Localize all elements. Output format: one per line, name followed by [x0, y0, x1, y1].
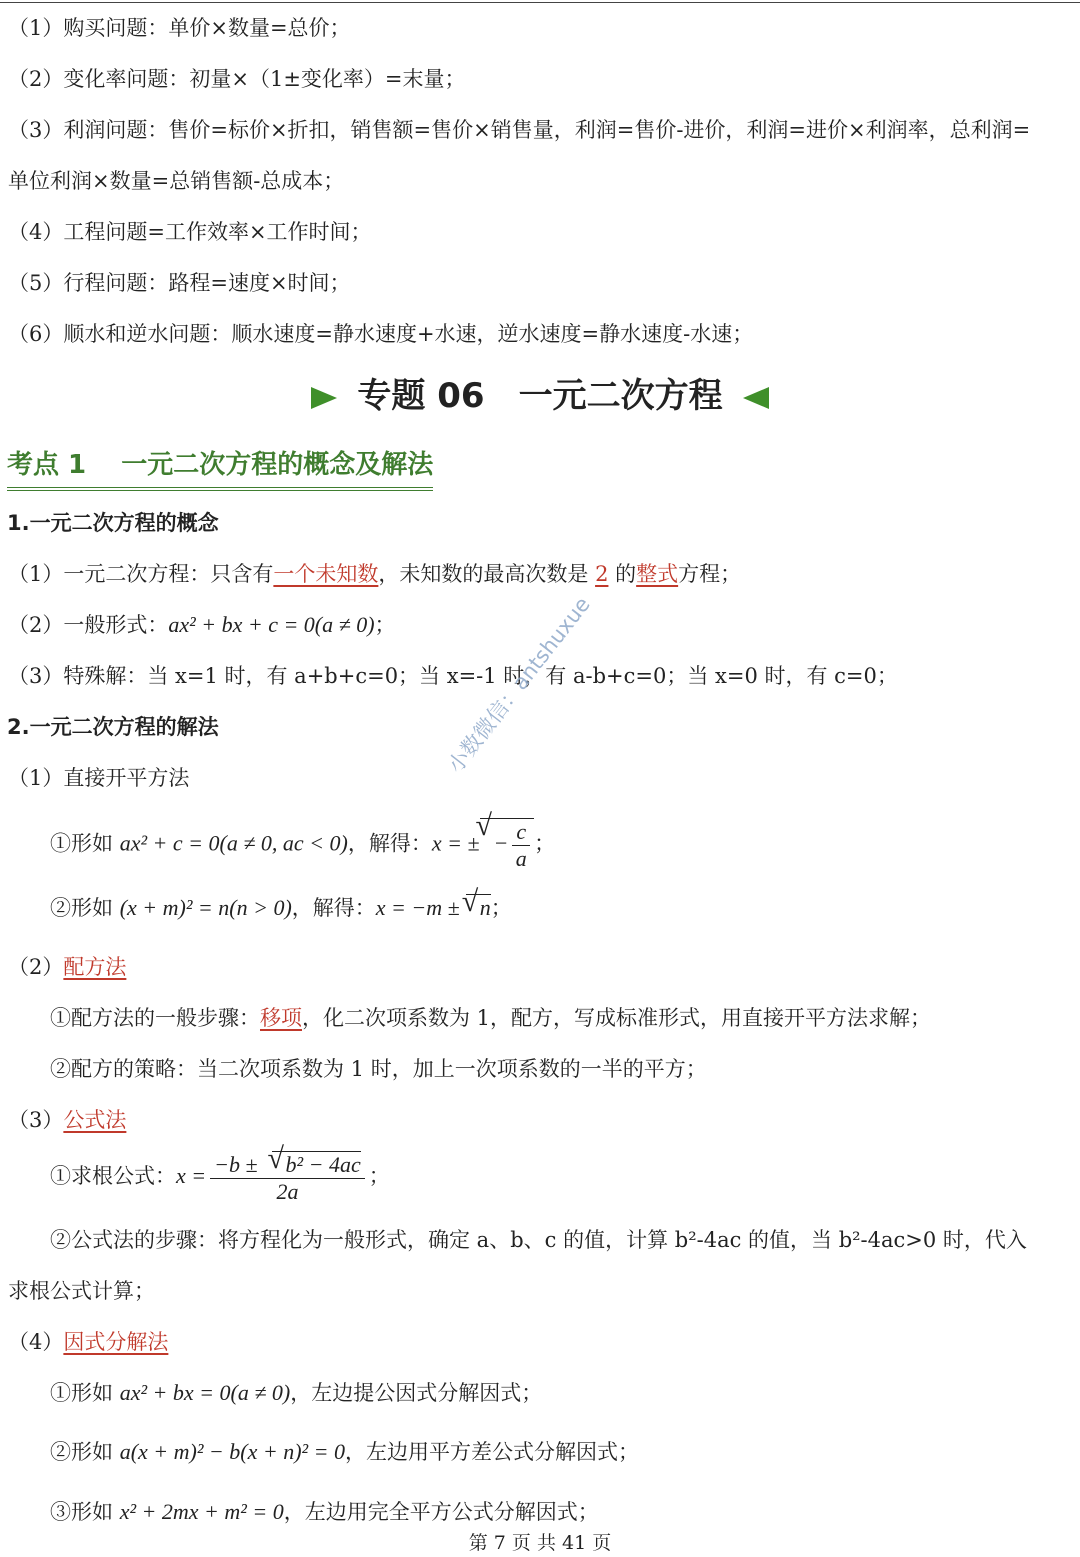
text-line-5: （4）工程问题=工作效率×工作时间；	[8, 220, 372, 244]
numerator: c	[512, 819, 530, 846]
formula: x = ±	[431, 830, 480, 856]
concept-item-2	[8, 611, 396, 639]
method-3-title	[8, 1106, 126, 1134]
keyword-transpose: 移项	[260, 1006, 302, 1030]
formula: (x + m)² = n(n > 0)	[119, 895, 292, 920]
formula: a(x + m)² − b(x + n)² = 0	[119, 1439, 345, 1464]
method-name-factorization: 因式分解法	[63, 1330, 169, 1354]
heading-solutions: 2.一元二次方程的解法	[7, 715, 219, 739]
text: （2）一般形式：	[8, 613, 169, 637]
text: ，未知数的最高次数是	[378, 562, 596, 586]
general-form-formula: ax² + bx + c = 0(a ≠ 0)	[168, 612, 375, 637]
text: ，解得：	[291, 896, 376, 920]
method-3-steps: ②公式法的步骤：将方程化为一般形式，确定 a、b、c 的值，计算 b²-4ac 的值，当 b²-4ac>0 时，代入	[50, 1228, 1027, 1252]
text-line-3: （3）利润问题：售价=标价×折扣，销售额=售价×销售量，利润=售价-进价，利润=进价×利润率，总利润=	[8, 118, 1031, 142]
text-line-2: （2）变化率问题：初量×（1±变化率）=末量；	[8, 67, 466, 91]
numerator	[210, 1151, 365, 1179]
formula: x² + 2mx + m² = 0	[119, 1499, 284, 1524]
method-1-case-a	[50, 818, 555, 872]
method-4-case-b	[50, 1438, 639, 1466]
text: 的	[608, 562, 637, 586]
text: ③形如	[50, 1500, 120, 1524]
fraction	[512, 819, 530, 872]
text: ，解得：	[347, 831, 432, 856]
sqrt-expression	[480, 818, 535, 872]
text: ；	[534, 831, 556, 856]
method-1-case-b	[50, 892, 512, 924]
method-4-case-c	[50, 1498, 599, 1526]
text-line-4: 单位利润×数量=总销售额-总成本；	[8, 169, 345, 193]
text: （2）	[8, 955, 64, 979]
chapter-title	[0, 372, 1080, 420]
text: （4）	[8, 1330, 64, 1354]
formula: x =	[176, 1163, 207, 1188]
keyword-one-unknown: 一个未知数	[273, 562, 379, 586]
sqrt-expression: √ n	[466, 894, 491, 921]
text-line-6: （5）行程问题：路程=速度×时间；	[8, 271, 351, 295]
text-line-7: （6）顺水和逆水问题：顺水速度=静水速度+水速，逆水速度=静水速度-水速；	[8, 322, 754, 346]
minus-sign: −	[493, 830, 509, 856]
method-2-step-1	[50, 1004, 931, 1032]
text: ；	[374, 613, 396, 637]
text: （1）一元二次方程：只含有	[8, 562, 274, 586]
concept-item-1	[8, 560, 741, 588]
text: ②形如	[50, 1440, 120, 1464]
text: ，左边提公因式分解因式；	[290, 1381, 543, 1405]
text: ①形如	[50, 831, 120, 856]
text-line-1: （1）购买问题：单价×数量=总价；	[8, 16, 351, 40]
method-4-case-a	[50, 1379, 542, 1407]
text: ；	[490, 896, 512, 920]
method-1-title: （1）直接开平方法	[8, 766, 190, 790]
sqrt-expression: √ b² − 4ac	[272, 1151, 361, 1178]
keyword-degree-2: 2	[595, 562, 609, 586]
left-arrow-icon	[743, 387, 769, 409]
text: −b ±	[214, 1151, 258, 1177]
method-4-title	[8, 1328, 168, 1356]
formula: ax² + c = 0(a ≠ 0, ac < 0)	[119, 830, 348, 856]
concept-item-3: （3）特殊解：当 x=1 时，有 a+b+c=0；当 x=-1 时，有 a-b+c=0；当 x=0 时，有 c=0；	[8, 664, 898, 688]
method-3-formula	[50, 1148, 390, 1205]
heading-concept: 1.一元二次方程的概念	[7, 511, 219, 535]
text: 方程；	[678, 562, 742, 586]
text: ①形如	[50, 1381, 120, 1405]
keyword-integral: 整式	[636, 562, 679, 586]
text: ，左边用平方差公式分解因式；	[344, 1440, 639, 1464]
method-2-title	[8, 953, 126, 981]
chapter-title-text: 专题 06 一元二次方程	[357, 376, 723, 416]
text: ，左边用完全平方公式分解因式；	[283, 1500, 599, 1524]
text: ②形如	[50, 896, 120, 920]
text: ，化二次项系数为 1，配方，写成标准形式，用直接开平方法求解；	[302, 1006, 932, 1030]
method-name-formula: 公式法	[63, 1108, 127, 1132]
formula: x = −m ±	[375, 895, 460, 920]
quadratic-formula-fraction	[210, 1151, 365, 1205]
method-3-steps-cont: 求根公式计算；	[8, 1279, 155, 1303]
method-name-completing-square: 配方法	[63, 955, 127, 979]
denominator: a	[515, 846, 527, 871]
right-arrow-icon	[311, 387, 337, 409]
method-2-step-2: ②配方的策略：当二次项系数为 1 时，加上一次项系数的一半的平方；	[50, 1057, 707, 1081]
denominator: 2a	[276, 1178, 299, 1204]
page-footer: 第 7 页 共 41 页	[468, 1532, 612, 1554]
text: ①配方法的一般步骤：	[50, 1006, 260, 1030]
watermark: 小数微信：antshuxue	[443, 592, 595, 778]
top-border	[0, 2, 1080, 3]
formula: ax² + bx = 0(a ≠ 0)	[119, 1380, 291, 1405]
text: ①求根公式：	[50, 1164, 176, 1188]
text: ；	[368, 1164, 390, 1188]
section-heading-kaodian: 考点 1 一元二次方程的概念及解法	[7, 448, 433, 491]
text: （3）	[8, 1108, 64, 1132]
